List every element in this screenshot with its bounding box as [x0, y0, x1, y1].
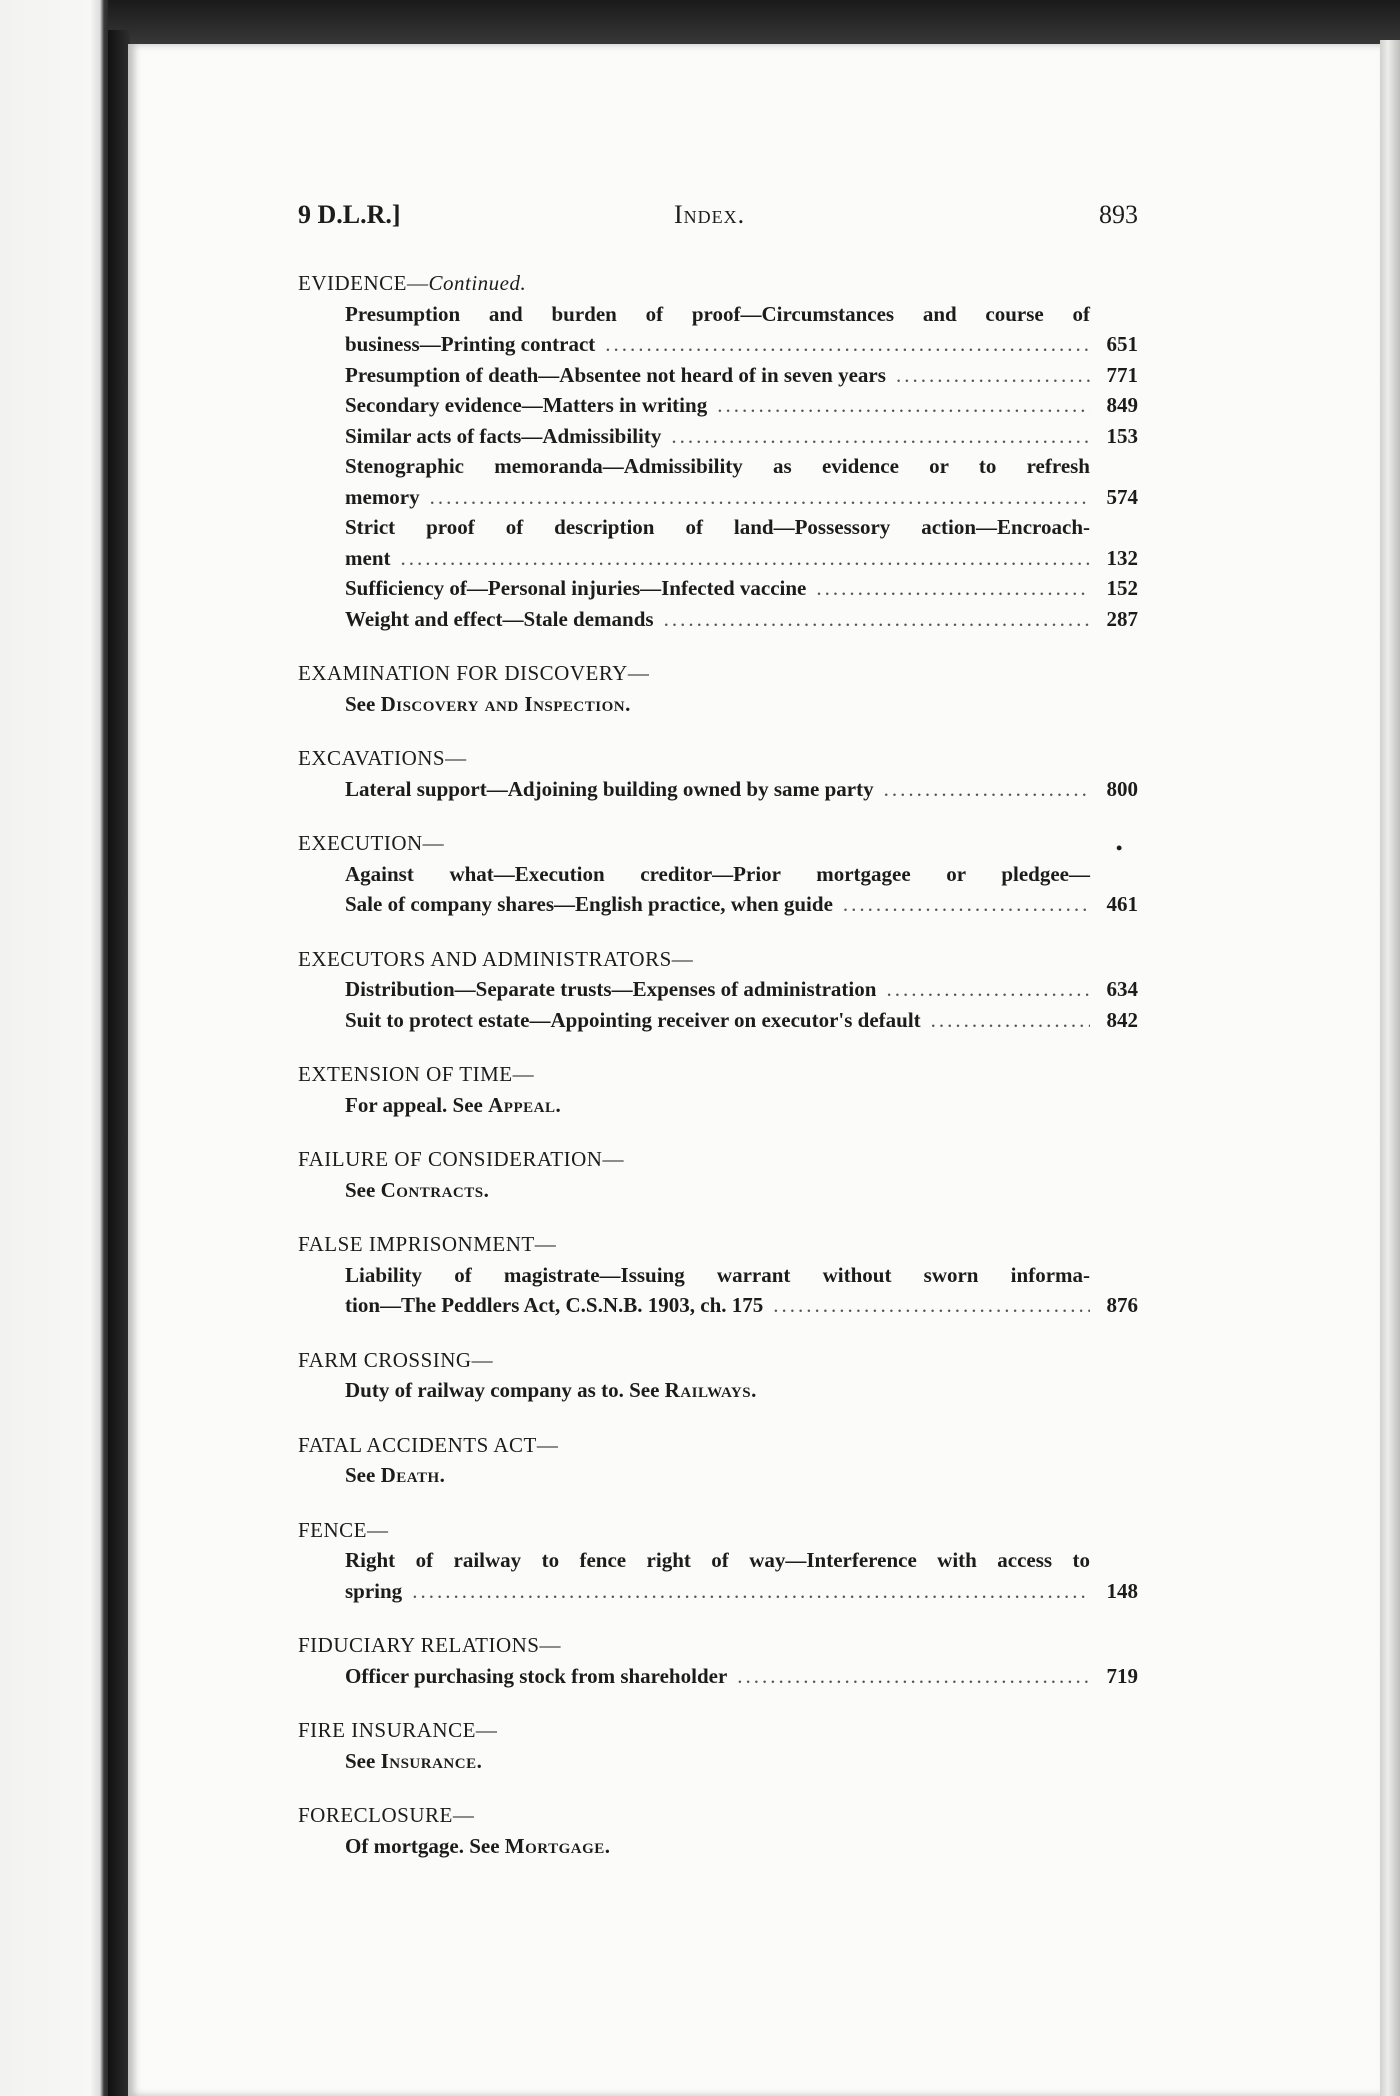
cross-reference-target: Death.: [380, 1463, 446, 1487]
subentry-text: ment: [345, 545, 391, 570]
subentry-list: [298, 1545, 1138, 1606]
entry-heading: EXECUTION—: [298, 831, 445, 855]
cross-reference: [298, 1175, 1138, 1206]
subentry-line: [345, 774, 1138, 805]
cross-reference: [298, 1831, 1138, 1862]
cross-reference-target: Insurance.: [380, 1748, 483, 1773]
subentry-text: spring: [345, 1578, 403, 1603]
scan-top-band: [0, 0, 1400, 48]
subentry-line: [345, 859, 1138, 890]
subentry-text: Presumption of death—Absentee not heard of in seven years: [345, 362, 886, 387]
entry-false-imprisonment: [298, 1229, 1138, 1321]
subentry-list: [298, 974, 1138, 1035]
subentry-line: [345, 299, 1138, 330]
entry-heading: FIDUCIARY RELATIONS—: [298, 1633, 561, 1657]
entry-execution: [298, 828, 1138, 920]
page-ref: 876: [1106, 1293, 1138, 1317]
page-ref: 461: [1106, 892, 1138, 916]
dot-leader: [884, 774, 1090, 805]
page-ref: 287: [1106, 606, 1138, 631]
page-ref: 849: [1106, 393, 1138, 417]
subentry-line: [345, 451, 1138, 482]
entry-excavations: [298, 743, 1138, 804]
subentry-line: [345, 1290, 1138, 1321]
subentry-text: Liability of magistrate—Issuing warrant without sworn informa-: [345, 1262, 1090, 1287]
cross-reference: [298, 1746, 1138, 1777]
cross-reference-target: Railways.: [664, 1378, 757, 1402]
subentry-text: Officer purchasing stock from shareholder: [345, 1663, 728, 1688]
entry-fence: [298, 1515, 1138, 1607]
see-label: For appeal. See: [345, 1092, 483, 1117]
page-number: 893: [1099, 200, 1138, 229]
subentry-text: Right of railway to fence right of way—Interference with access to: [345, 1548, 1090, 1572]
subentry-line: [345, 482, 1138, 513]
entry-farm-crossing: [298, 1345, 1138, 1406]
subentry-line: [345, 1260, 1138, 1291]
page-ref: 771: [1106, 362, 1138, 387]
subentry-text: Sufficiency of—Personal injuries—Infected vaccine: [345, 576, 807, 600]
subentry-line: [345, 543, 1138, 574]
star-mark: •: [1116, 838, 1123, 858]
subentry-text: Suit to protect estate—Appointing receiver on executor's default: [345, 1007, 921, 1032]
subentry-list: [298, 859, 1138, 920]
subentry-line: [345, 1005, 1138, 1036]
dot-leader: [664, 604, 1090, 635]
entry-failure-of-consideration: [298, 1144, 1138, 1205]
dot-leader: [886, 974, 1090, 1005]
page-ref: 800: [1106, 776, 1138, 801]
entry-heading: [298, 268, 1138, 299]
subentry-line: [345, 1576, 1138, 1607]
index-entries: [298, 268, 1138, 1861]
page-ref: 148: [1106, 1578, 1138, 1603]
see-label: Duty of railway company as to. See: [345, 1378, 660, 1402]
entry-foreclosure: [298, 1800, 1138, 1861]
cross-reference: [298, 1090, 1138, 1121]
entry-heading: EXCAVATIONS—: [298, 746, 467, 770]
entry-heading: FENCE—: [298, 1517, 389, 1542]
subentry-text: Lateral support—Adjoining building owned by same party: [345, 776, 874, 801]
subentry-line: [345, 573, 1138, 604]
dot-leader: [737, 1661, 1090, 1692]
subentry-line: [345, 1545, 1138, 1576]
continued-label: Continued.: [428, 271, 527, 295]
dot-leader: [773, 1290, 1090, 1321]
subentry-line: [345, 360, 1138, 391]
entry-evidence: [298, 268, 1138, 634]
subentry-list: [298, 299, 1138, 635]
dot-leader: [671, 421, 1090, 452]
subentry-text: Distribution—Separate trusts—Expenses of administration: [345, 977, 877, 1001]
page-ref: 153: [1106, 423, 1138, 448]
subentry-line: [345, 604, 1138, 635]
entry-fiduciary-relations: [298, 1630, 1138, 1691]
subentry-text: business—Printing contract: [345, 332, 596, 356]
scan-left-margin: [0, 0, 108, 2096]
page-ref: 132: [1106, 545, 1138, 570]
cross-reference-target: Mortgage.: [504, 1833, 611, 1858]
dot-leader: [896, 360, 1090, 391]
cross-reference: [298, 1375, 1138, 1406]
subentry-list: [298, 774, 1138, 805]
subentry-text: Stenographic memoranda—Admissibility as evidence or to refresh: [345, 454, 1090, 478]
cross-reference-target: Appeal.: [488, 1092, 562, 1117]
page-ref: 719: [1106, 1663, 1138, 1688]
entry-heading: EXAMINATION FOR DISCOVERY—: [298, 661, 650, 685]
entry-heading: FAILURE OF CONSIDERATION—: [298, 1147, 624, 1171]
subentry-text: Sale of company shares—English practice, when guide: [345, 892, 833, 916]
cross-reference: [298, 1460, 1138, 1491]
cross-reference-target: Discovery and Inspection.: [380, 691, 631, 716]
see-label: See: [345, 691, 376, 716]
subentry-text: Strict proof of description of land—Possessory action—Encroach-: [345, 515, 1090, 539]
entry-fatal-accidents-act: [298, 1430, 1138, 1491]
page-title: Index.: [674, 200, 746, 229]
subentry-text: memory: [345, 484, 420, 509]
dot-leader: [931, 1005, 1090, 1036]
subentry-line: [345, 421, 1138, 452]
see-label: See: [345, 1748, 376, 1773]
entry-heading: FIRE INSURANCE—: [298, 1718, 498, 1742]
entry-heading: FALSE IMPRISONMENT—: [298, 1232, 557, 1256]
dot-leader: [816, 573, 1090, 604]
page-ref: 634: [1106, 977, 1138, 1001]
entry-executors-and-administrators: [298, 944, 1138, 1036]
dot-leader: [605, 329, 1090, 360]
subentry-text: Presumption and burden of proof—Circumstances and course of: [345, 301, 1090, 326]
dot-leader: [717, 390, 1090, 421]
subentry-line: [345, 1661, 1138, 1692]
dot-leader: [412, 1576, 1090, 1607]
see-label: Of mortgage. See: [345, 1833, 500, 1858]
entry-heading: FORECLOSURE—: [298, 1803, 475, 1827]
cross-reference-target: Contracts.: [380, 1177, 490, 1202]
heading-text: EVIDENCE—: [298, 271, 429, 295]
cross-reference: [298, 689, 1138, 720]
subentry-list: [298, 1260, 1138, 1321]
entry-heading: FARM CROSSING—: [298, 1347, 494, 1372]
page-ref: 842: [1106, 1007, 1138, 1032]
entry-fire-insurance: [298, 1715, 1138, 1776]
subentry-line: [345, 974, 1138, 1005]
running-head: [298, 200, 1138, 240]
subentry-line: [345, 329, 1138, 360]
subentry-line: [345, 512, 1138, 543]
page-edge: [1380, 40, 1400, 2096]
subentry-line: [345, 390, 1138, 421]
subentry-text: Against what—Execution creditor—Prior mortgagee or pledgee—: [345, 861, 1090, 886]
page-ref: 651: [1106, 332, 1138, 356]
dot-leader: [430, 482, 1090, 513]
subentry-line: [345, 889, 1138, 920]
entry-heading: EXECUTORS AND ADMINISTRATORS—: [298, 946, 694, 971]
see-label: See: [345, 1177, 376, 1202]
entry-extension-of-time: [298, 1059, 1138, 1120]
subentry-text: Similar acts of facts—Admissibility: [345, 423, 662, 448]
see-label: See: [345, 1463, 376, 1487]
entry-heading: FATAL ACCIDENTS ACT—: [298, 1432, 559, 1457]
subentry-text: Weight and effect—Stale demands: [345, 606, 654, 631]
subentry-text: tion—The Peddlers Act, C.S.N.B. 1903, ch. 175: [345, 1293, 764, 1317]
entry-examination-for-discovery: [298, 658, 1138, 719]
subentry-text: Secondary evidence—Matters in writing: [345, 393, 708, 417]
page-ref: 574: [1106, 484, 1138, 509]
subentry-list: [298, 1661, 1138, 1692]
entry-heading: EXTENSION OF TIME—: [298, 1062, 535, 1086]
page-ref: 152: [1106, 576, 1138, 600]
dot-leader: [843, 889, 1090, 920]
volume-label: 9 D.L.R.]: [298, 200, 401, 229]
index-page-content: [298, 200, 1138, 1885]
dot-leader: [401, 543, 1091, 574]
book-gutter: [108, 30, 130, 2096]
